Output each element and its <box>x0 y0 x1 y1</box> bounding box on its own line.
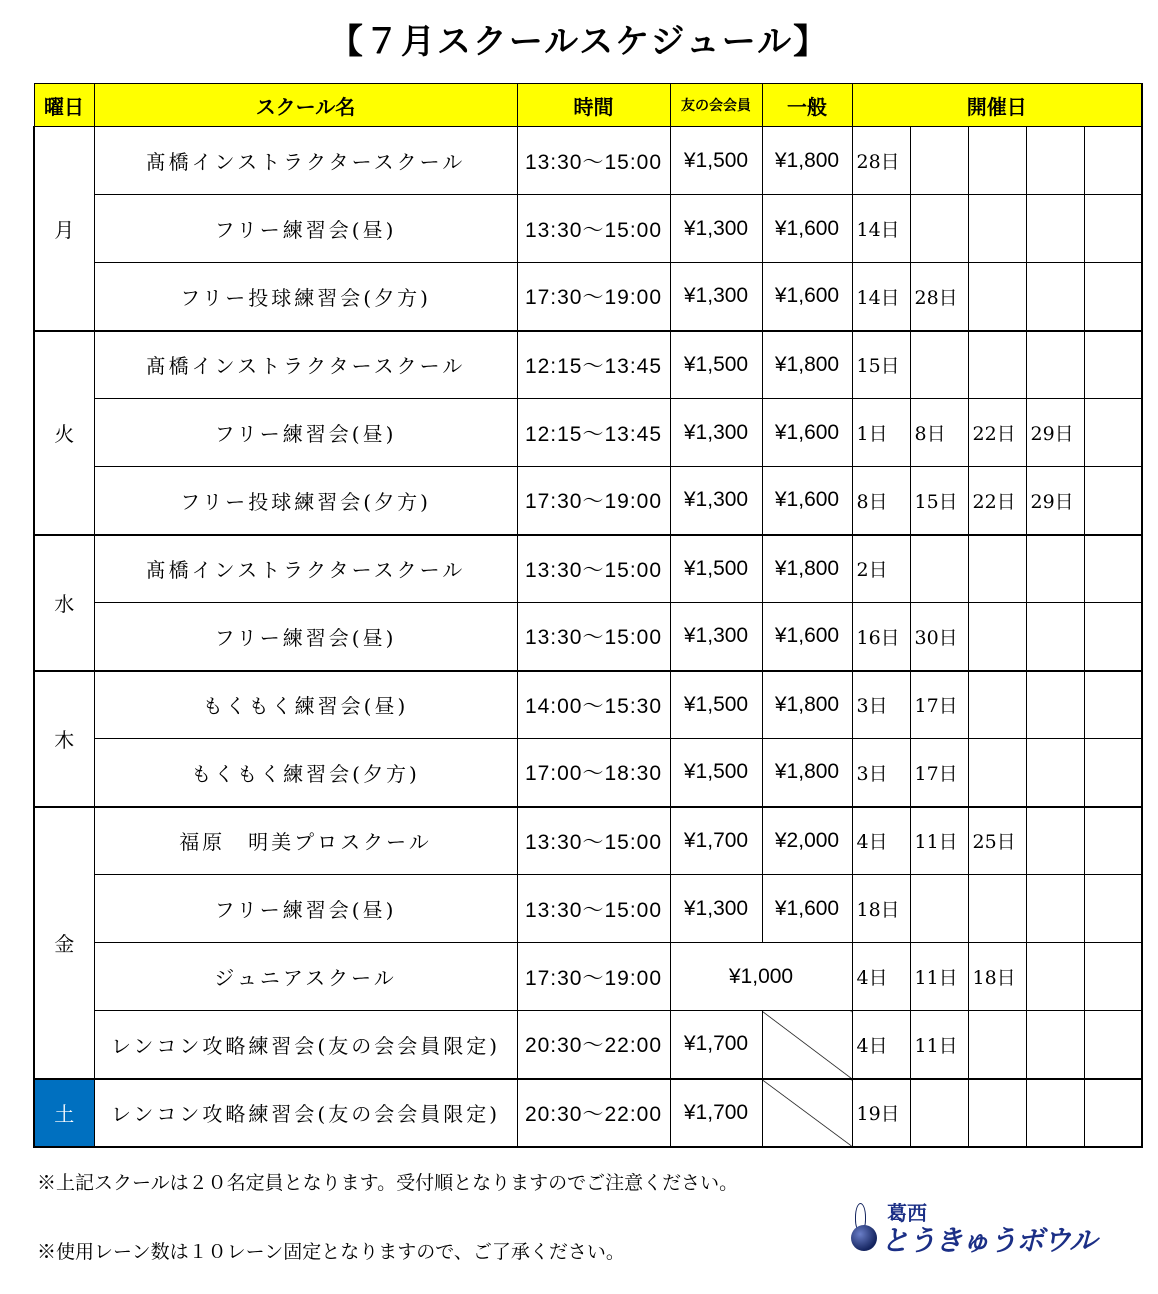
time-cell: 13:30〜15:00 <box>517 875 670 943</box>
table-row <box>34 671 1142 739</box>
member-price-cell: ¥1,300 <box>670 263 762 331</box>
table-row <box>34 807 1142 875</box>
date-cell <box>968 331 1026 399</box>
time-cell: 13:30〜15:00 <box>517 535 670 603</box>
date-cell: 11日 <box>910 807 968 875</box>
date-cell: 4日 <box>852 807 910 875</box>
header-school: スクール名 <box>94 84 517 127</box>
date-cell: 11日 <box>910 1011 968 1079</box>
date-cell <box>910 127 968 195</box>
date-cell: 8日 <box>910 399 968 467</box>
date-cell <box>1084 195 1142 263</box>
date-cell <box>968 739 1026 807</box>
header-member-price: 友の会会員 <box>670 84 762 127</box>
table-row <box>34 1011 1142 1079</box>
date-cell <box>910 195 968 263</box>
table-row <box>34 195 1142 263</box>
school-name-cell: 福原 明美プロスクール <box>94 807 517 875</box>
date-cell <box>968 127 1026 195</box>
date-cell <box>1026 875 1084 943</box>
member-price-cell: ¥1,500 <box>670 535 762 603</box>
schedule-table <box>33 83 1143 1148</box>
date-cell <box>910 875 968 943</box>
page-title: 【７月スクールスケジュール】 <box>328 22 830 62</box>
date-cell <box>1084 263 1142 331</box>
date-cell <box>1026 331 1084 399</box>
member-price-cell: ¥1,500 <box>670 739 762 807</box>
time-cell: 17:30〜19:00 <box>517 943 670 1011</box>
date-cell <box>1084 1079 1142 1147</box>
date-cell <box>968 875 1026 943</box>
date-cell: 1日 <box>852 399 910 467</box>
time-cell: 13:30〜15:00 <box>517 195 670 263</box>
member-price-cell: ¥1,300 <box>670 399 762 467</box>
school-name-cell: 髙橋インストラクタースクール <box>94 331 517 399</box>
date-cell <box>1026 127 1084 195</box>
date-cell: 29日 <box>1026 467 1084 535</box>
time-cell: 17:30〜19:00 <box>517 467 670 535</box>
date-cell <box>1084 739 1142 807</box>
table-row <box>34 127 1142 195</box>
date-cell <box>1084 535 1142 603</box>
table-row <box>34 943 1142 1011</box>
date-cell <box>1026 943 1084 1011</box>
member-price-cell: ¥1,500 <box>670 671 762 739</box>
date-cell: 4日 <box>852 1011 910 1079</box>
school-name-cell: 髙橋インストラクタースクール <box>94 127 517 195</box>
table-row <box>34 399 1142 467</box>
date-cell: 15日 <box>852 331 910 399</box>
general-price-cell: ¥1,600 <box>762 875 852 943</box>
member-price-cell: ¥1,700 <box>670 807 762 875</box>
date-cell <box>968 535 1026 603</box>
general-price-cell: ¥1,600 <box>762 399 852 467</box>
date-cell: 8日 <box>852 467 910 535</box>
date-cell <box>1026 1079 1084 1147</box>
venue-logo <box>843 1197 1133 1259</box>
schedule-body <box>34 127 1142 1147</box>
day-cell: 火 <box>34 331 94 535</box>
logo-area-name: 葛西 <box>887 1201 927 1225</box>
school-name-cell: フリー投球練習会(夕方) <box>94 263 517 331</box>
day-cell: 土 <box>34 1079 94 1147</box>
date-cell <box>1026 739 1084 807</box>
general-price-cell: ¥1,800 <box>762 739 852 807</box>
member-price-cell: ¥1,700 <box>670 1011 762 1079</box>
date-cell: 30日 <box>910 603 968 671</box>
date-cell: 14日 <box>852 195 910 263</box>
date-cell <box>1084 943 1142 1011</box>
day-cell: 木 <box>34 671 94 807</box>
date-cell: 4日 <box>852 943 910 1011</box>
date-cell: 14日 <box>852 263 910 331</box>
time-cell: 14:00〜15:30 <box>517 671 670 739</box>
logo-venue-name: とうきゅうボウル <box>881 1224 1097 1257</box>
date-cell <box>1084 807 1142 875</box>
date-cell: 25日 <box>968 807 1026 875</box>
table-row <box>34 1079 1142 1147</box>
school-name-cell: ジュニアスクール <box>94 943 517 1011</box>
school-name-cell: もくもく練習会(昼) <box>94 671 517 739</box>
header-row <box>34 84 1142 127</box>
general-price-cell: ¥1,800 <box>762 535 852 603</box>
day-cell: 金 <box>34 807 94 1079</box>
date-cell: 22日 <box>968 399 1026 467</box>
date-cell <box>910 535 968 603</box>
bowling-ball-icon <box>851 1225 877 1251</box>
time-cell: 13:30〜15:00 <box>517 603 670 671</box>
date-cell <box>968 671 1026 739</box>
date-cell <box>1084 127 1142 195</box>
date-cell: 2日 <box>852 535 910 603</box>
date-cell <box>968 263 1026 331</box>
general-price-cell: ¥1,600 <box>762 263 852 331</box>
school-name-cell: フリー練習会(昼) <box>94 399 517 467</box>
date-cell: 18日 <box>968 943 1026 1011</box>
date-cell <box>968 195 1026 263</box>
time-cell: 20:30〜22:00 <box>517 1011 670 1079</box>
day-cell: 月 <box>34 127 94 331</box>
date-cell <box>910 331 968 399</box>
date-cell: 15日 <box>910 467 968 535</box>
date-cell: 22日 <box>968 467 1026 535</box>
time-cell: 17:00〜18:30 <box>517 739 670 807</box>
date-cell <box>1026 1011 1084 1079</box>
school-name-cell: フリー練習会(昼) <box>94 195 517 263</box>
member-price-cell: ¥1,500 <box>670 127 762 195</box>
date-cell <box>1084 875 1142 943</box>
general-price-cell: ¥2,000 <box>762 807 852 875</box>
date-cell: 19日 <box>852 1079 910 1147</box>
note-capacity: ※上記スクールは２０名定員となります。受付順となりますのでご注意ください。 <box>37 1172 739 1194</box>
date-cell: 11日 <box>910 943 968 1011</box>
member-price-cell: ¥1,300 <box>670 875 762 943</box>
time-cell: 13:30〜15:00 <box>517 807 670 875</box>
table-row <box>34 467 1142 535</box>
school-name-cell: フリー投球練習会(夕方) <box>94 467 517 535</box>
date-cell <box>1026 263 1084 331</box>
table-row <box>34 535 1142 603</box>
date-cell <box>1026 603 1084 671</box>
date-cell: 28日 <box>852 127 910 195</box>
date-cell: 3日 <box>852 671 910 739</box>
general-price-cell: ¥1,800 <box>762 671 852 739</box>
header-general-price: 一般 <box>762 84 852 127</box>
table-row <box>34 331 1142 399</box>
date-cell <box>968 1079 1026 1147</box>
school-name-cell: レンコン攻略練習会(友の会会員限定) <box>94 1011 517 1079</box>
time-cell: 17:30〜19:00 <box>517 263 670 331</box>
date-cell: 18日 <box>852 875 910 943</box>
date-cell: 3日 <box>852 739 910 807</box>
member-price-cell: ¥1,300 <box>670 603 762 671</box>
member-price-cell: ¥1,700 <box>670 1079 762 1147</box>
shared-price-cell: ¥1,000 <box>670 943 852 1011</box>
general-price-cell: ¥1,800 <box>762 127 852 195</box>
day-cell: 水 <box>34 535 94 671</box>
header-dates: 開催日 <box>852 84 1142 127</box>
general-price-cell: ¥1,600 <box>762 195 852 263</box>
date-cell <box>1084 467 1142 535</box>
time-cell: 20:30〜22:00 <box>517 1079 670 1147</box>
general-price-cell: ¥1,600 <box>762 603 852 671</box>
member-price-cell: ¥1,300 <box>670 195 762 263</box>
date-cell <box>1084 399 1142 467</box>
general-price-na-cell <box>762 1079 852 1147</box>
date-cell <box>968 603 1026 671</box>
table-row <box>34 739 1142 807</box>
header-time: 時間 <box>517 84 670 127</box>
date-cell <box>1084 603 1142 671</box>
date-cell <box>1026 535 1084 603</box>
date-cell <box>1084 331 1142 399</box>
date-cell <box>1084 671 1142 739</box>
school-name-cell: もくもく練習会(夕方) <box>94 739 517 807</box>
table-row <box>34 263 1142 331</box>
date-cell: 16日 <box>852 603 910 671</box>
header-day: 曜日 <box>34 84 94 127</box>
school-name-cell: レンコン攻略練習会(友の会会員限定) <box>94 1079 517 1147</box>
note-lanes: ※使用レーン数は１０レーン固定となりますので、ご了承ください。 <box>37 1241 625 1263</box>
date-cell: 28日 <box>910 263 968 331</box>
date-cell: 17日 <box>910 671 968 739</box>
member-price-cell: ¥1,500 <box>670 331 762 399</box>
general-price-cell: ¥1,600 <box>762 467 852 535</box>
time-cell: 12:15〜13:45 <box>517 331 670 399</box>
date-cell: 17日 <box>910 739 968 807</box>
date-cell <box>1084 1011 1142 1079</box>
table-row <box>34 603 1142 671</box>
general-price-cell: ¥1,800 <box>762 331 852 399</box>
date-cell <box>1026 807 1084 875</box>
school-name-cell: フリー練習会(昼) <box>94 875 517 943</box>
member-price-cell: ¥1,300 <box>670 467 762 535</box>
date-cell: 29日 <box>1026 399 1084 467</box>
date-cell <box>968 1011 1026 1079</box>
school-name-cell: 髙橋インストラクタースクール <box>94 535 517 603</box>
time-cell: 12:15〜13:45 <box>517 399 670 467</box>
date-cell <box>1026 671 1084 739</box>
date-cell <box>1026 195 1084 263</box>
school-name-cell: フリー練習会(昼) <box>94 603 517 671</box>
time-cell: 13:30〜15:00 <box>517 127 670 195</box>
general-price-na-cell <box>762 1011 852 1079</box>
table-row <box>34 875 1142 943</box>
date-cell <box>910 1079 968 1147</box>
